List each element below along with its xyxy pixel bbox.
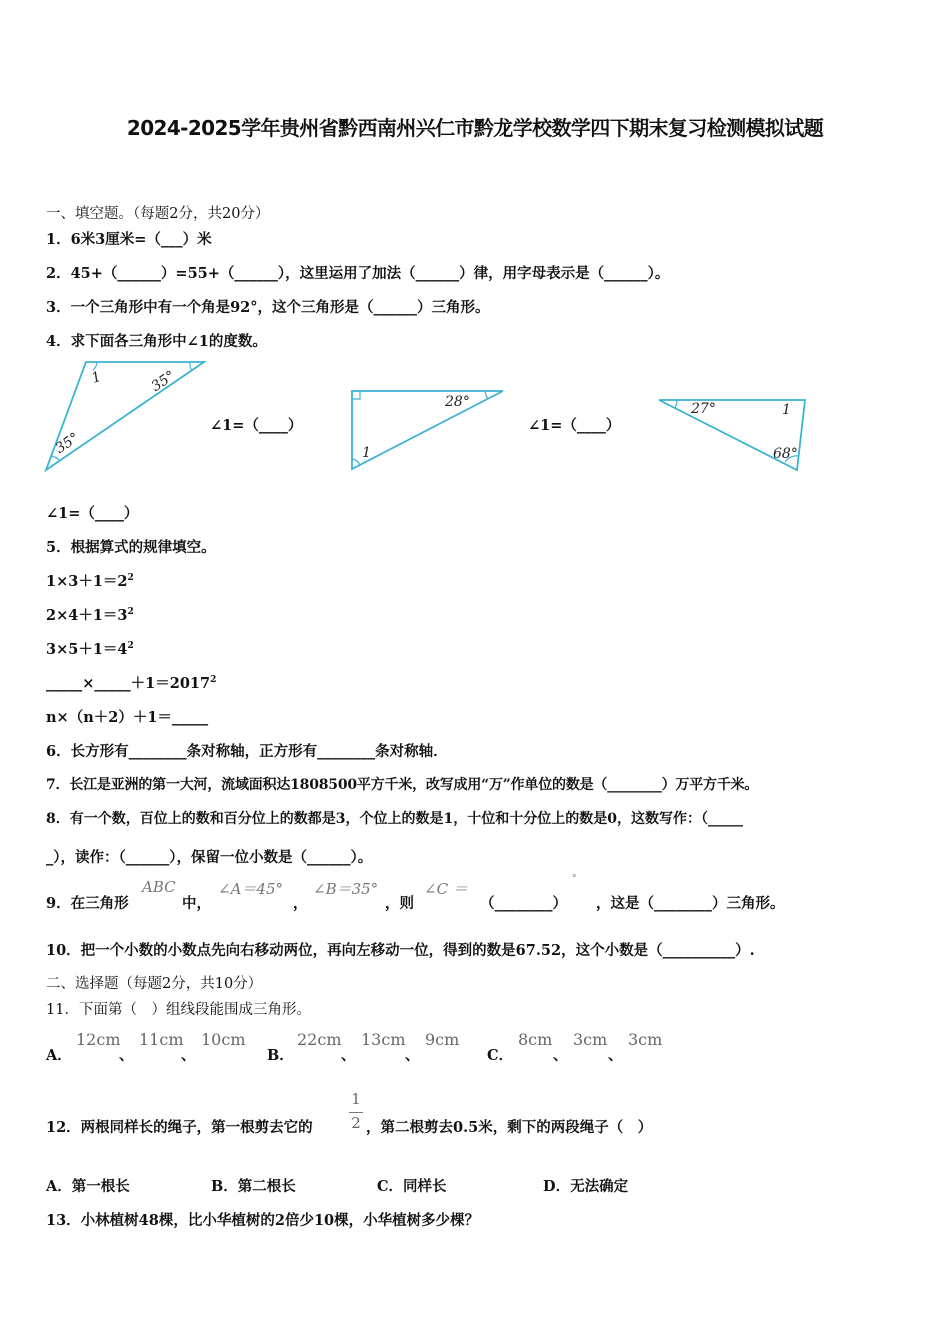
q11-b-sep-2: 、 <box>405 1047 420 1064</box>
question-2: 2．45+（______）=55+（______），这里运用了加法（______）律，用字母表示是（______）。 <box>46 265 670 282</box>
triangle-1-figure <box>40 356 215 476</box>
q11-option-b-label: B． <box>267 1047 294 1064</box>
q9-angle-c: ∠C ＝ <box>424 880 468 898</box>
q11-b-sep-1: 、 <box>341 1047 356 1064</box>
triangle-3-answer: ∠1=（____） <box>46 505 139 522</box>
triangle-1-label-b: 35° <box>148 367 179 396</box>
question-1: 1．6米3厘米=（___）米 <box>46 231 212 248</box>
q9-mid: 中， <box>182 895 211 912</box>
question-8-line-1: 8．有一个数，百位上的数和百分位上的数都是3，个位上的数是1，十位和十分位上的数是0，这数写作：（_____ <box>46 811 743 827</box>
q11-a-sep-2: 、 <box>181 1047 196 1064</box>
triangle-1-label-a: 1 <box>89 368 104 387</box>
q12-fraction-bar <box>349 1112 363 1113</box>
triangle-2-label-a: 28° <box>445 394 470 410</box>
q11-c-sep-1: 、 <box>553 1047 568 1064</box>
triangle-1-answer: ∠1=（____） <box>210 417 303 434</box>
question-4: 4．求下面各三角形中∠1的度数。 <box>46 333 267 350</box>
q9-degree: ° <box>572 874 577 884</box>
page-title: 2024-2025学年贵州省黔西南州兴仁市黔龙学校数学四下期末复习检测模拟试题 <box>126 116 824 140</box>
q11-b-3: 9cm <box>425 1030 460 1049</box>
section-2-heading: 二、选择题（每题2分，共10分） <box>46 976 263 992</box>
triangle-2-figure <box>345 385 510 477</box>
q12-option-b: B．第二根长 <box>211 1178 296 1195</box>
q9-blank: （________） <box>480 895 567 912</box>
q9-then: ，则 <box>385 895 414 912</box>
q11-b-1: 22cm <box>297 1030 342 1049</box>
q9-angle-a: ∠A＝45° <box>218 880 283 898</box>
q9-suffix: ，这是（________）三角形。 <box>596 895 785 912</box>
triangle-3-figure <box>655 392 815 477</box>
triangle-3-label-c: 68° <box>773 446 798 462</box>
q5-line-3: $3\times 5+1=4^2$ <box>46 641 134 658</box>
triangle-1-label-c: 35° <box>52 429 83 458</box>
q12-fraction-denominator: 2 <box>351 1114 361 1132</box>
q5-line-5: n×（n＋2）＋1＝_____ <box>46 709 209 726</box>
question-6: 6．长方形有________条对称轴，正方形有________条对称轴． <box>46 743 448 760</box>
section-1-heading: 一、填空题。（每题2分，共20分） <box>46 206 270 222</box>
q11-c-2: 3cm <box>573 1030 608 1049</box>
question-5: 5．根据算式的规律填空。 <box>46 539 216 556</box>
q11-a-2: 11cm <box>139 1030 184 1049</box>
q11-c-sep-2: 、 <box>608 1047 623 1064</box>
triangle-2-answer: ∠1=（____） <box>528 417 621 434</box>
q5-line-4: $\_\_\_\_\_\times\_\_\_\_\_+1=2017^2$ <box>46 675 217 692</box>
q12-option-a: A．第一根长 <box>46 1178 130 1195</box>
q11-a-sep-1: 、 <box>119 1047 134 1064</box>
q11-c-3: 3cm <box>628 1030 663 1049</box>
triangle-2-label-b: 1 <box>362 445 371 461</box>
q12-option-d: D．无法确定 <box>543 1178 629 1195</box>
question-3: 3．一个三角形中有一个角是92°，这个三角形是（______）三角形。 <box>46 299 490 316</box>
q9-angle-b: ∠B＝35° <box>313 880 379 898</box>
q11-a-1: 12cm <box>76 1030 121 1049</box>
q11-option-c-label: C． <box>487 1047 514 1064</box>
question-9-prefix: 9．在三角形 <box>46 895 129 912</box>
q9-comma: ， <box>293 895 308 912</box>
question-12-suffix: ，第二根剪去0.5米，剩下的两段绳子（ ） <box>366 1119 653 1136</box>
q5-line-1: $1\times 3+1=2^2$ <box>46 573 134 590</box>
triangle-3-label-b: 1 <box>782 402 791 418</box>
q11-c-1: 8cm <box>518 1030 553 1049</box>
q5-line-2: $2\times 4+1=3^2$ <box>46 607 134 624</box>
q9-triangle-abc: ABC <box>142 878 176 896</box>
question-7: 7．长江是亚洲的第一大河，流域面积达1808500平方千米，改写成用“万”作单位的数是（________）万平方千米。 <box>46 777 759 793</box>
q11-option-a-label: A． <box>46 1047 72 1064</box>
q12-fraction-numerator: 1 <box>351 1090 361 1108</box>
question-10: 10．把一个小数的小数点先向右移动两位，再向左移动一位，得到的数是67.52，这个小数是（__________）. <box>46 942 755 959</box>
q11-a-3: 10cm <box>201 1030 246 1049</box>
q12-option-c: C．同样长 <box>377 1178 447 1195</box>
q11-b-2: 13cm <box>361 1030 406 1049</box>
question-12-prefix: 12．两根同样长的绳子，第一根剪去它的 <box>46 1119 313 1136</box>
triangle-3-label-a: 27° <box>691 401 716 417</box>
question-11: 11．下面第（ ）组线段能围成三角形。 <box>46 1002 311 1018</box>
question-13: 13．小林植树48棵，比小华植树的2倍少10棵，小华植树多少棵？ <box>46 1212 480 1229</box>
question-8-line-2: _），读作：（______），保留一位小数是（______）。 <box>46 849 373 866</box>
